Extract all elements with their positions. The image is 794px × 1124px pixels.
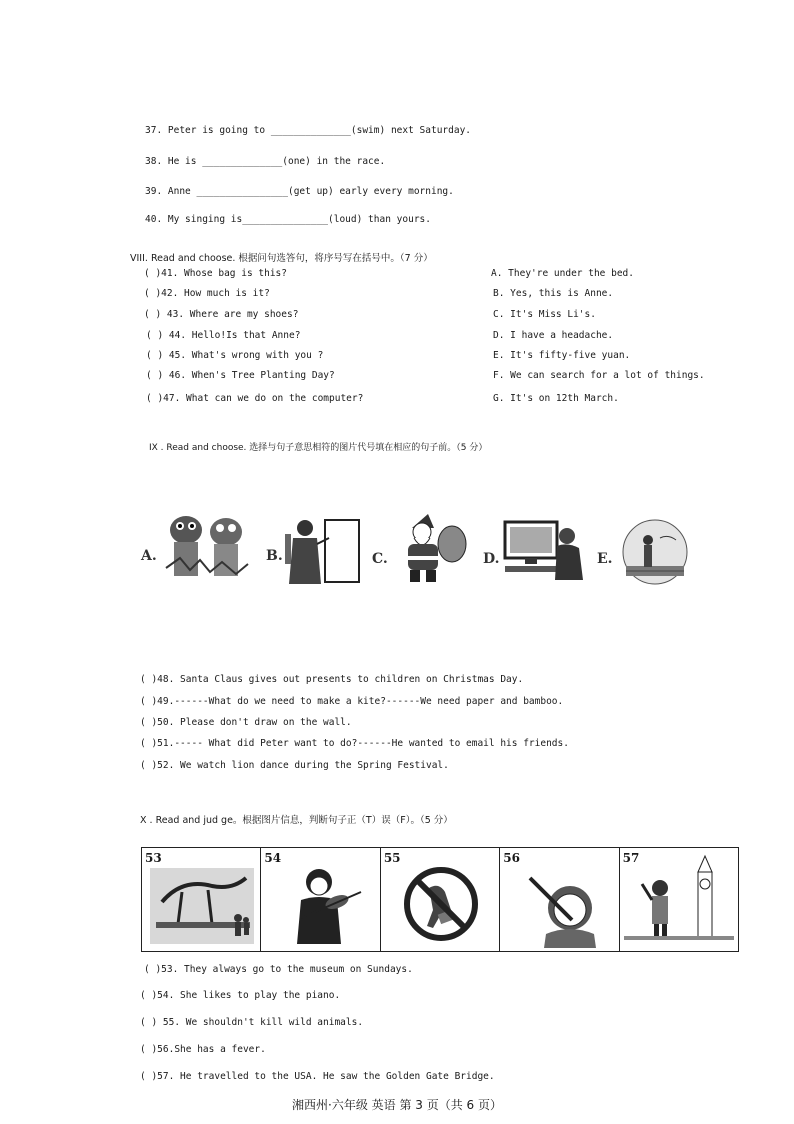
section-9-heading: IX . Read and choose. 选择与句子意思相符的图片代号填在相应的句子前。（5 分）	[149, 443, 488, 453]
picture-number-57: 57	[622, 851, 640, 865]
question-41: ( )41. Whose bag is this?	[144, 268, 287, 279]
question-42: ( )42. How much is it?	[144, 288, 270, 299]
wall-drawing-picture	[620, 518, 690, 586]
fill-in-38: 38. He is ______________(one) in the race.	[145, 156, 386, 167]
question-46: ( ) 46. When's Tree Planting Day?	[146, 370, 335, 381]
page-footer: 湘西州·六年级 英语 第 3 页（共 6 页）	[292, 1098, 502, 1112]
question-51: ( )51.----- What did Peter want to do?------He wanted to email his friends.	[140, 738, 569, 749]
picture-letter-b: B.	[266, 548, 283, 564]
picture-cell-55	[381, 848, 500, 951]
picture-letter-d: D.	[483, 551, 500, 567]
santa-claus-picture	[398, 512, 468, 586]
picture-letter-c: C.	[372, 551, 388, 567]
answer-c: C. It's Miss Li's.	[493, 309, 596, 320]
fill-in-37: 37. Peter is going to ______________(swim) next Saturday.	[145, 125, 472, 136]
picture-cell-56	[500, 848, 619, 951]
picture-cell-57	[620, 848, 738, 951]
picture-letter-e: E.	[597, 551, 613, 567]
teacher-board-picture	[283, 514, 363, 586]
answer-f: F. We can search for a lot of things.	[493, 370, 705, 381]
computer-user-picture	[501, 514, 587, 586]
picture-cell-54	[261, 848, 380, 951]
question-52: ( )52. We watch lion dance during the Spring Festival.	[140, 760, 449, 771]
section-8-heading: VIII. Read and choose. 根据问句选答句，将序号写在括号中。（7 分）	[130, 253, 433, 264]
picture-cell-53	[142, 848, 261, 951]
picture-letter-a: A.	[141, 548, 157, 564]
question-44: ( ) 44. Hello!Is that Anne?	[146, 330, 301, 341]
picture-number-56: 56	[503, 851, 520, 865]
picture-number-55: 55	[383, 851, 401, 865]
question-43: ( ) 43. Where are my shoes?	[144, 309, 299, 320]
picture-number-53: 53	[145, 851, 162, 865]
question-56: ( )56.She has a fever.	[140, 1044, 266, 1055]
question-57: ( )57. He travelled to the USA. He saw the Golden Gate Bridge.	[140, 1071, 495, 1082]
question-49: ( )49.------What do we need to make a kite?------We need paper and bamboo.	[140, 696, 564, 707]
picture-strip	[141, 847, 739, 952]
answer-a: A. They're under the bed.	[491, 268, 634, 279]
question-50: ( )50. Please don't draw on the wall.	[140, 717, 352, 728]
picture-number-54: 54	[264, 851, 282, 865]
question-55: ( ) 55. We shouldn't kill wild animals.	[140, 1017, 364, 1028]
fill-in-39: 39. Anne ________________(get up) early every morning.	[145, 186, 454, 197]
answer-e: E. It's fifty-five yuan.	[493, 350, 631, 361]
fill-in-40: 40. My singing is_______________(loud) than yours.	[145, 214, 431, 225]
section-10-heading: X . Read and jud ge。根据图片信息，判断句子正（T）误（F）。（5 分）	[140, 815, 453, 826]
question-48: ( )48. Santa Claus gives out presents to children on Christmas Day.	[140, 674, 524, 685]
question-47: ( )47. What can we do on the computer?	[146, 393, 364, 404]
question-54: ( )54. She likes to play the piano.	[140, 990, 341, 1001]
question-45: ( ) 45. What's wrong with you ?	[146, 350, 324, 361]
answer-b: B. Yes, this is Anne.	[493, 288, 614, 299]
lion-dance-picture	[160, 508, 252, 582]
answer-d: D. I have a headache.	[493, 330, 614, 341]
question-53: ( )53. They always go to the museum on Sundays.	[144, 964, 413, 975]
answer-g: G. It's on 12th March.	[493, 393, 619, 404]
